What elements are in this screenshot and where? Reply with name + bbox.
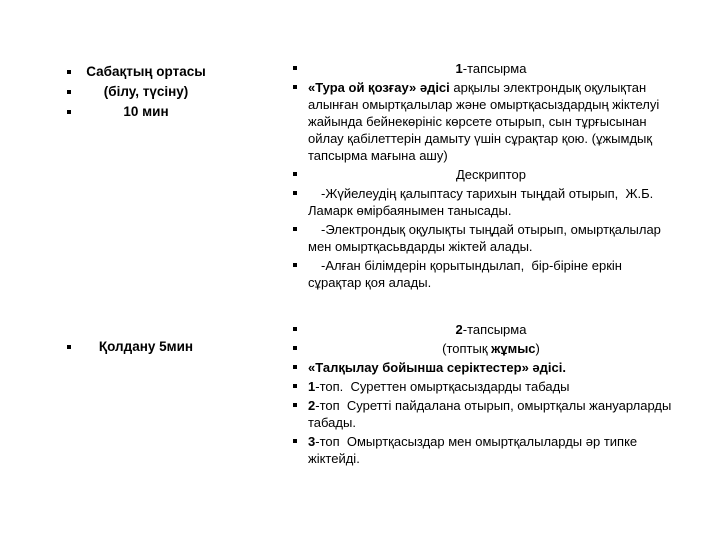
list-item	[258, 79, 678, 164]
task2-list	[258, 321, 678, 469]
text-run-bold: (білу, түсіну)	[103, 84, 189, 99]
lesson-stage-list	[30, 62, 260, 122]
text-run: -топ Омыртқасыздар мен омыртқалыларды әр типке жіктейді.	[308, 434, 638, 466]
list-item	[258, 166, 678, 183]
list-item	[258, 359, 678, 376]
bullet-marker-icon	[67, 70, 71, 74]
list-item-text	[60, 337, 232, 357]
list-item-text	[308, 257, 674, 291]
list-item-text	[308, 378, 674, 395]
list-item	[258, 397, 678, 431]
list-item-text	[308, 397, 674, 431]
bullet-marker-icon	[293, 403, 297, 407]
list-item-text	[308, 321, 674, 338]
list-item-text	[308, 221, 674, 255]
text-run-bold: 10 мин	[123, 104, 169, 119]
text-run: Дескриптор	[455, 167, 527, 182]
text-run-bold: «Талқылау бойынша серіктестер» әдісі.	[308, 360, 566, 375]
list-item	[258, 185, 678, 219]
text-run: -тапсырма	[462, 61, 527, 76]
list-item	[30, 82, 260, 102]
list-item	[258, 340, 678, 357]
bullet-marker-icon	[293, 384, 297, 388]
list-item-text	[60, 62, 232, 82]
bullet-marker-icon	[293, 66, 297, 70]
text-run-bold: 2	[308, 398, 316, 413]
text-run-bold: 1	[455, 61, 463, 76]
list-item-text	[308, 359, 674, 376]
list-item-text	[308, 166, 674, 183]
list-item	[30, 62, 260, 82]
bullet-marker-icon	[293, 172, 297, 176]
text-run: (топтық	[442, 341, 492, 356]
task1-list	[258, 60, 678, 293]
text-run: -тапсырма	[462, 322, 527, 337]
bullet-marker-icon	[67, 110, 71, 114]
list-item	[258, 221, 678, 255]
bullet-marker-icon	[293, 346, 297, 350]
bullet-marker-icon	[293, 365, 297, 369]
text-run: -топ. Суреттен омыртқасыздарды табады	[315, 379, 570, 394]
text-run-bold: 3	[308, 434, 316, 449]
bullet-marker-icon	[293, 227, 297, 231]
text-run: )	[535, 341, 540, 356]
list-item-text	[308, 433, 674, 467]
list-item-text	[308, 60, 674, 77]
bullet-marker-icon	[67, 90, 71, 94]
list-item-text	[308, 79, 674, 164]
list-item-text	[308, 340, 674, 357]
text-run-bold: Сабақтың ортасы	[86, 64, 206, 79]
bullet-marker-icon	[293, 85, 297, 89]
list-item	[258, 321, 678, 338]
bullet-marker-icon	[293, 439, 297, 443]
list-item	[30, 102, 260, 122]
text-run-bold: Қолдану 5мин	[98, 339, 194, 354]
list-item	[30, 337, 260, 357]
text-run: -Алған білімдерін қорытындылап, бір-біріне еркін сұрақтар қоя алады.	[308, 258, 622, 290]
text-run: арқылы электрондық оқулықтан алынған омыртқалылар және омыртқасыздардың жіктелуі жайында бейнекөрініс көрсете отырып, сын тұрғысынан ойлау қабілеттерін дамыту үшін сұрақтар қою. (ұжымдық тапсырма мағына ашу)	[308, 80, 660, 163]
text-run-bold: жұмыс	[491, 341, 536, 356]
list-item	[258, 257, 678, 291]
list-item-text	[308, 185, 674, 219]
list-item	[258, 60, 678, 77]
list-item	[258, 378, 678, 395]
list-item	[258, 433, 678, 467]
text-run: -топ Суретті пайдалана отырып, омыртқалы жануарларды табады.	[308, 398, 672, 430]
bullet-marker-icon	[293, 263, 297, 267]
application-stage-list	[30, 337, 260, 357]
text-run-bold: 1	[308, 379, 316, 394]
bullet-marker-icon	[293, 191, 297, 195]
text-run-bold: 2	[455, 322, 463, 337]
list-item-text	[60, 82, 232, 102]
text-run: -Жүйелеудің қалыптасу тарихын тыңдай отырып, Ж.Б. Ламарк өмірбаянымен танысады.	[308, 186, 654, 218]
list-item-text	[60, 102, 232, 122]
text-run-bold: «Тура ой қозғау» әдісі	[308, 80, 450, 95]
bullet-marker-icon	[67, 345, 71, 349]
text-run: -Электрондық оқулықты тыңдай отырып, омыртқалылар мен омыртқасьвдарды жіктей алады.	[308, 222, 661, 254]
bullet-marker-icon	[293, 327, 297, 331]
